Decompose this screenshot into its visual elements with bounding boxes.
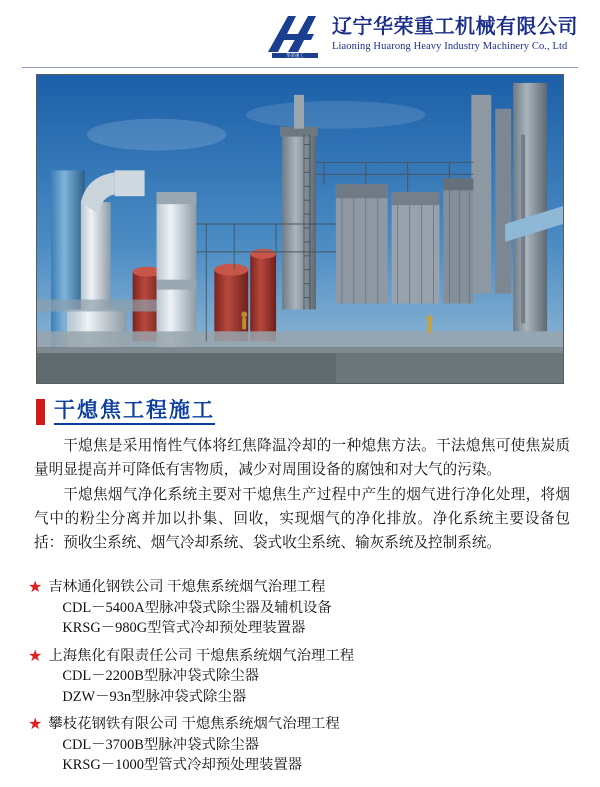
list-item <box>28 646 600 707</box>
header-divider <box>22 67 578 68</box>
project-name: 吉林通化钢铁公司 干熄焦系统烟气治理工程 <box>48 579 326 596</box>
section-title-row <box>36 398 600 425</box>
project-spec: KRSG－980G型管式冷却预处理装置器 <box>62 620 306 637</box>
company-name-block <box>332 17 578 52</box>
project-list <box>28 577 600 775</box>
project-spec: DZW－93n型脉冲袋式除尘器 <box>62 688 247 705</box>
star-icon: ★ <box>28 716 43 734</box>
project-name: 攀枝花钢铁有限公司 干熄焦系统烟气治理工程 <box>48 716 340 733</box>
body-text <box>34 435 570 555</box>
project-spec: KRSG－1000型管式冷却预处理装置器 <box>62 756 303 773</box>
company-name-cn: 辽宁华荣重工机械有限公司 <box>332 16 578 39</box>
project-spec: CDL－5400A型脉冲袋式除尘器及辅机设备 <box>62 599 332 616</box>
company-name-en: Liaoning Huarong Heavy Industry Machinery Co., Ltd <box>332 41 568 53</box>
plant-photo <box>36 74 564 384</box>
page-header <box>0 0 600 70</box>
project-spec: CDL－2200B型脉冲袋式除尘器 <box>62 668 260 685</box>
list-item <box>28 714 600 775</box>
title-accent-bar <box>36 399 45 425</box>
project-name: 上海焦化有限责任公司 干熄焦系统烟气治理工程 <box>48 647 355 664</box>
company-logo-icon <box>266 12 324 58</box>
project-text <box>48 646 354 707</box>
list-item <box>28 577 600 638</box>
star-icon: ★ <box>28 579 43 597</box>
paragraph-2: 干熄焦烟气净化系统主要对干熄焦生产过程中产生的烟气进行净化处理，将烟气中的粉尘分离并加以扑集、回收，实现烟气的净化排放。净化系统主要设备包括：预收尘系统、烟气冷却系统、袋式收尘系统、输灰系统及控制系统。 <box>34 487 570 551</box>
project-text <box>48 577 331 638</box>
company-logo-block <box>266 12 578 58</box>
svg-text:华荣重工: 华荣重工 <box>286 53 304 58</box>
project-spec: CDL－3700B型脉冲袋式除尘器 <box>62 736 260 753</box>
plant-photo-illustration <box>37 75 563 383</box>
page-title: 干熄焦工程施工 <box>54 398 215 425</box>
star-icon: ★ <box>28 647 43 665</box>
paragraph-1: 干熄焦是采用惰性气体将红焦降温冷却的一种熄焦方法。干法熄焦可使焦炭质量明显提高并可降低有害物质，减少对周围设备的腐蚀和对大气的污染。 <box>34 438 570 478</box>
project-text <box>48 714 339 775</box>
